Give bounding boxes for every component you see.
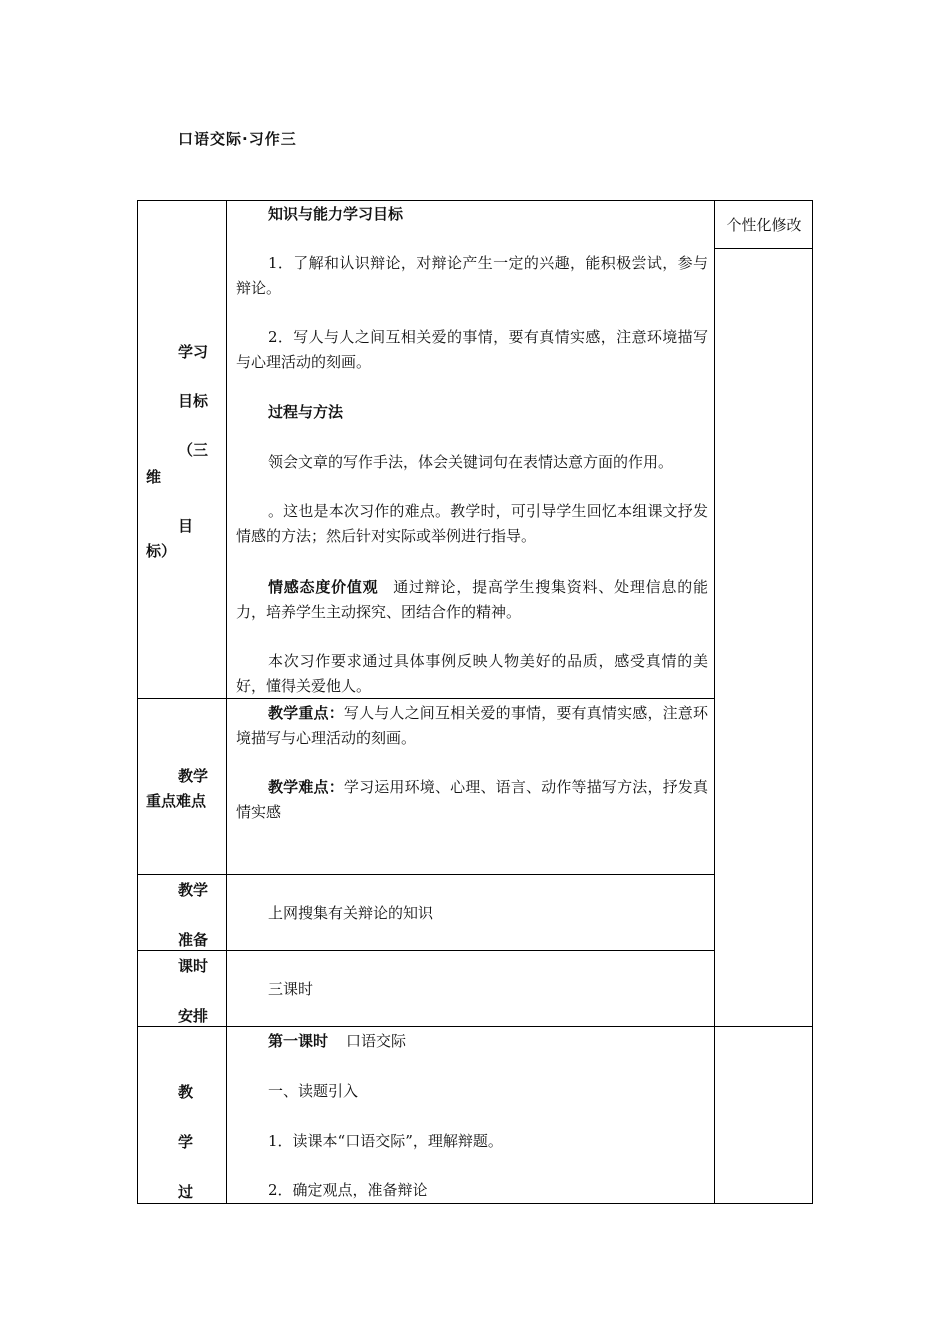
process-label-line: 学 [178, 1133, 194, 1151]
lesson-heading [236, 1029, 708, 1054]
objectives-label-line: 目 [178, 517, 194, 535]
objective-item-1: 1．了解和认识辩论，对辩论产生一定的兴趣，能积极尝试，参与辩论。 [236, 254, 708, 297]
personalized-revision-header: 个性化修改 [726, 216, 802, 234]
difficulty-text: 学习运用环境、心理、语言、动作等描写方法，抒发真情实感 [236, 778, 708, 821]
difficulty-label: 教学难点： [268, 778, 344, 796]
focus-label: 教学重点： [268, 704, 344, 722]
key-points-label-line: 重点难点 [146, 792, 207, 810]
objective-item-2: 2．写人与人之间互相关爱的事情，要有真情实感，注意环境描写与心理活动的刻画。 [236, 328, 708, 371]
difficulty-note: 。这也是本次习作的难点。教学时，可引导学生回忆本组课文抒发情感的方法；然后针对实际或举例进行指导。 [236, 502, 708, 545]
teaching-focus [236, 701, 708, 751]
preparation-text: 上网搜集有关辩论的知识 [268, 904, 434, 922]
teaching-difficulty [236, 775, 708, 825]
emotion-label: 情感态度价值观 [268, 578, 379, 596]
process-heading: 过程与方法 [268, 403, 344, 421]
objectives-label-line: 维 [146, 468, 162, 486]
step-heading: 一、读题引入 [268, 1082, 359, 1100]
schedule-text: 三课时 [268, 980, 314, 998]
summary-text: 本次习作要求通过具体事例反映人物美好的品质，感受真情的美好，懂得关爱他人。 [236, 652, 708, 695]
focus-text: 写人与人之间互相关爱的事情，要有真情实感，注意环境描写与心理活动的刻画。 [236, 704, 708, 747]
objectives-label-line: （三 [178, 441, 209, 459]
objectives-label-line: 学习 [178, 343, 209, 361]
objectives-label-line: 目标 [178, 392, 209, 410]
schedule-label-line: 课时 [178, 957, 209, 975]
emotion-text: 通过辩论，提高学生搜集资料、处理信息的能力，培养学生主动探究、团结合作的精神。 [236, 578, 708, 621]
lesson-label: 第一课时 [268, 1032, 329, 1050]
lesson-topic: 口语交际 [346, 1032, 407, 1050]
objectives-label-line: 标） [146, 542, 177, 560]
process-text: 领会文章的写作手法，体会关键词句在表情达意方面的作用。 [268, 453, 674, 471]
schedule-label-line: 安排 [178, 1007, 209, 1025]
step-item: 1．读课本“口语交际”，理解辩题。 [268, 1132, 503, 1150]
page-title: 口语交际·习作三 [178, 130, 297, 148]
key-points-label-line: 教学 [178, 767, 209, 785]
emotion-objective [236, 575, 708, 625]
preparation-label-line: 教学 [178, 881, 209, 899]
preparation-label-line: 准备 [178, 931, 209, 949]
process-label-line: 教 [178, 1083, 194, 1101]
step-item: 2．确定观点，准备辩论 [268, 1181, 428, 1199]
knowledge-heading: 知识与能力学习目标 [268, 205, 404, 223]
process-label-line: 过 [178, 1183, 194, 1201]
